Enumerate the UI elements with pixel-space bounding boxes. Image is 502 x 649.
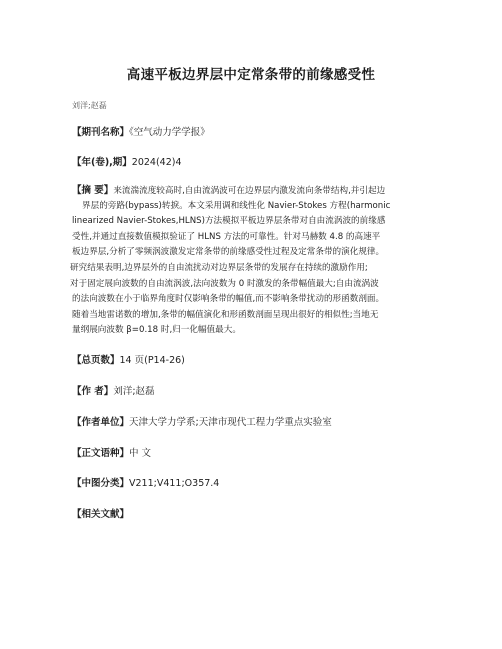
language-value: 中 文: [129, 448, 152, 459]
year-issue-value: 2024(42)4: [131, 157, 182, 168]
abstract-line: 板边界层,分析了零频涡波激发定常条带的前缘感受性过程及定常条带的演化规律。: [72, 247, 385, 258]
journal-label: 【期刊名称】: [72, 127, 130, 138]
year-issue-label: 【年(卷),期】: [72, 157, 132, 168]
page-title: 高速平板边界层中定常条带的前缘感受性: [126, 67, 376, 83]
abstract-line: 对于固定展向波数的自由流涡波,法向波数为 0 时激发的条带幅值最大;自由流涡波: [70, 278, 379, 289]
language-field: [72, 445, 151, 459]
related-field: [72, 506, 129, 520]
abstract-line: linearized Navier-Stokes,HLNS)方法模拟平板边界层条带对自由流涡波的前缘感: [72, 216, 386, 227]
related-label: 【相关文献】: [72, 509, 130, 520]
author-line: 刘洋;赵磊: [72, 101, 107, 110]
abstract-block: [72, 183, 432, 339]
abstract-text: 来流湍流度较高时,自由流涡波可在边界层内激发流向条带结构,并引起边: [113, 186, 386, 196]
clc-field: [72, 475, 219, 489]
abstract-line: 受性,并通过直接数值模拟验证了 HLNS 方法的可靠性。针对马赫数 4.8 的高速平: [72, 231, 381, 242]
pages-field: [72, 352, 185, 366]
authors-label: 【作 者】: [72, 386, 114, 397]
pages-value: 14 页(P14-26): [119, 355, 185, 366]
abstract-line: 量纲展向波数 β=0.18 时,归一化幅值最大。: [72, 325, 241, 336]
authors-field: [72, 383, 155, 397]
abstract-label: 【摘 要】: [72, 185, 114, 196]
abstract-line: 随着当地雷诺数的增加,条带的幅值演化和形函数剖面呈现出很好的相似性;当地无: [72, 309, 379, 320]
abstract-line: 的法向波数在小于临界角度时仅影响条带的幅值,而不影响条带扰动的形函数剖面。: [72, 294, 385, 305]
journal-value: 《空气动力学学报》: [129, 127, 210, 138]
abstract-line: 界层的旁路(bypass)转捩。本文采用调和线性化 Navier-Stokes 方程(harmonic: [82, 200, 391, 211]
authors-value: 刘洋;赵磊: [113, 386, 155, 397]
affiliation-label: 【作者单位】: [72, 417, 130, 428]
pages-label: 【总页数】: [72, 355, 120, 366]
clc-value: V211;V411;O357.4: [129, 478, 220, 489]
abstract-line: 研究结果表明,边界层外的自由流扰动对边界层条带的发展存在持续的激励作用;: [70, 262, 368, 273]
year-issue-field: [72, 154, 182, 168]
journal-field: [72, 124, 210, 138]
language-label: 【正文语种】: [72, 448, 130, 459]
clc-label: 【中图分类】: [72, 478, 130, 489]
affiliation-field: [72, 414, 332, 428]
abstract-line: [72, 183, 432, 199]
affiliation-value: 天津大学力学系;天津市现代工程力学重点实验室: [129, 417, 332, 428]
